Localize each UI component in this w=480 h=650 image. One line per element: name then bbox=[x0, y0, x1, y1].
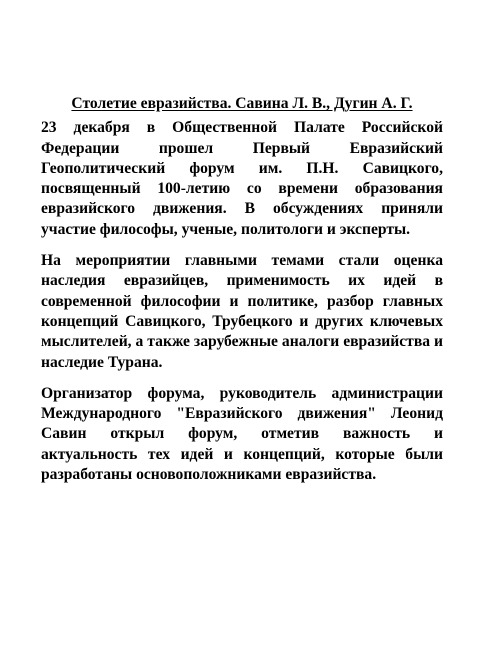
paragraph-2: На мероприятии главными темами стали оценка наследия евразийцев, применимость их идей в современной философии и политике, разбор главных концепций Савицкого, Трубецкого и других ключевых мыслителей, а также зарубежные аналоги евразийства и наследие Турана. bbox=[41, 252, 443, 371]
document-body bbox=[41, 94, 443, 496]
document-title: Столетие евразийства. Савина Л. В., Дугин А. Г. bbox=[71, 95, 413, 112]
paragraph-3: Организатор форума, руководитель администрации Международного "Евразийского движения" Леонид Савин открыл форум, отметив важность и актуальность тех идей и концепций, которые были разработаны основоположниками евразийства. bbox=[41, 384, 443, 484]
paragraph-1: 23 декабря в Общественной Палате Российской Федерации прошел Первый Евразийский Геополитический форум им. П.Н. Савицкого, посвященный 100-летию со времени образования евразийского движения. В обсуждениях приняли участие философы, ученые, политологи и эксперты. bbox=[41, 119, 443, 238]
